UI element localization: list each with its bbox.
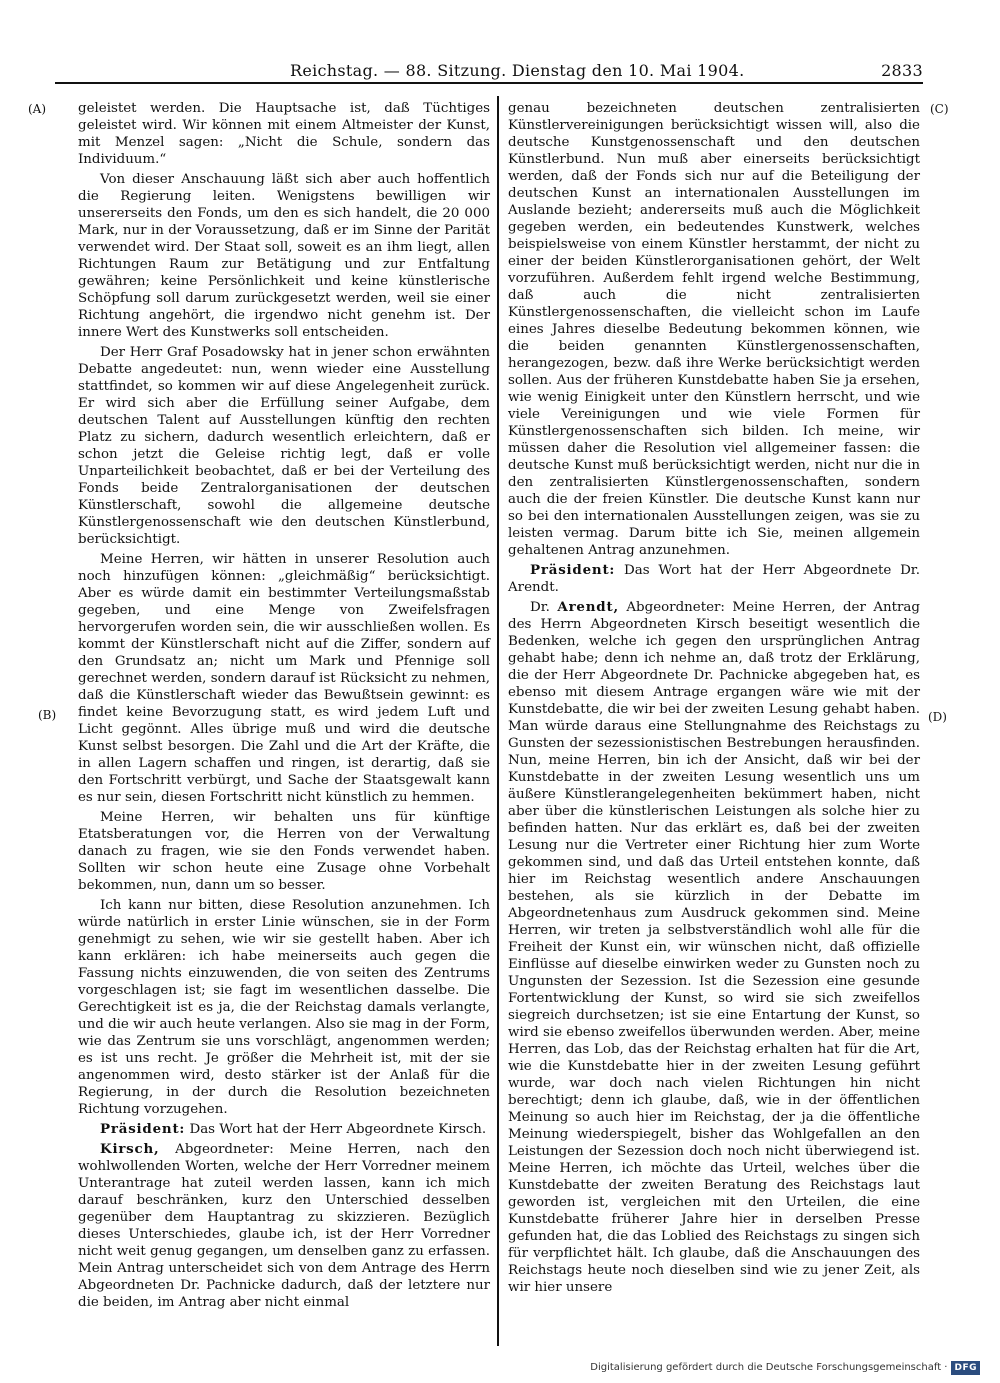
left-column: [78, 100, 490, 1314]
speaker-paragraph: [508, 599, 920, 1296]
margin-marker-c: (C): [930, 102, 949, 116]
paragraph: genau bezeichneten deutschen zentralisierten Künstlervereinigungen berücksichtigt wissen will, also die deutsche Kunstgenossenschaft und den deutschen Künstlerbund. Nun muß aber einerseits berücksichtigt werden, daß der Fonds sich nur auf die Beteiligung der deutschen Kunst an internationalen Ausstellungen im Auslande bezieht; andererseits muß auch die Möglichkeit gegeben werden, ein bedeutendes Kunstwerk, welches beispielsweise von einem Künstler herstammt, der nicht zu einer der beiden Künstlerorganisationen gehört, der Welt vorzuführen. Außerdem fehlt irgend welche Bestimmung, daß auch die nicht zentralisierten Künstlergenossenschaften, die vielleicht schon im Laufe eines Jahres dieselbe Bedeutung bekommen können, wie die beiden genannten Künstlergenossenschaften, herangezogen, bezw. daß ihre Werke berücksichtigt werden sollen. Aus der früheren Kunstdebatte haben Sie ja ersehen, wie wenig Einigkeit unter den Künstlern herrscht, und wie viele Vereinigungen und wie viele Formen für Künstlergenossenschaften sich bilden. Ich meine, wir müssen daher die Resolution viel allgemeiner fassen: die deutsche Kunst muß berücksichtigt werden, nicht nur die in den zentralisierten Künstlergenossenschaften, sondern auch die der freien Künstler. Die deutsche Kunst kann nur so bei den internationalen Ausstellungen zeigen, was sie zu leisten vermag. Darum bitte ich Sie, meinen allgemein gehaltenen Antrag anzunehmen.: [508, 101, 920, 558]
funding-note: Digitalisierung gefördert durch die Deutsche Forschungsgemeinschaft ·: [590, 1362, 948, 1373]
speaker-paragraph: [508, 562, 920, 596]
speaker-name: Präsident:: [530, 562, 616, 578]
page-header: [55, 60, 923, 82]
speech-text: Abgeordneter: Meine Herren, nach den wohlwollenden Worten, welche der Herr Vorredner meinem Unterantrage hat zuteil werden lassen, kann ich mich darauf beschränken, kurz den Unterschied desselben gegenüber dem Hauptantrag zu skizzieren. Bezüglich dieses Unterschiedes, glaube ich, ist der Herr Vorredner nicht weit genug gegangen, um denselben ganz zu erfassen. Mein Antrag unterscheidet sich von dem Antrage des Herrn Abgeordneten Dr. Pachnicke dadurch, daß der letztere nur die beiden, im Antrag aber nicht einmal: [78, 1142, 490, 1310]
speaker-paragraph: [78, 1121, 490, 1138]
speech-text: Das Wort hat der Herr Abgeordnete Kirsch.: [189, 1122, 487, 1137]
margin-marker-d: (D): [928, 710, 947, 724]
paragraph: geleistet werden. Die Hauptsache ist, daß Tüchtiges geleistet wird. Wir können mit einem Altmeister der Kunst, mit Menzel sagen: „Nicht die Schule, sondern das Individuum.“: [78, 101, 490, 167]
speaker-paragraph: [78, 1141, 490, 1311]
page-number: 2833: [881, 61, 923, 80]
speaker-name: Präsident:: [100, 1121, 186, 1137]
running-title: Reichstag. — 88. Sitzung. Dienstag den 10. Mai 1904.: [290, 61, 745, 80]
speech-text: Abgeordneter: Meine Herren, der Antrag des Herrn Abgeordneten Kirsch beseitigt wesentlich die Bedenken, welche ich gegen den ursprünglichen Antrag gehabt habe; denn ich nehme an, daß trotz der Erklärung, die der Herr Abgeordnete Dr. Pachnicke abgegeben hat, es ebenso mit diesem Antrage ergangen wäre wie mit der Kunstdebatte, die wir bei der zweiten Lesung gehabt haben. Man würde daraus eine Stellungnahme des Reichstags zu Gunsten der sezessionistischen Bestrebungen herausfinden. Nun, meine Herren, bin ich der Ansicht, daß wir bei der Kunstdebatte in der zweiten Lesung wesentlich uns um äußere Künstlerangelegenheiten bekümmert haben, nicht aber über die künstlerischen Leistungen als solche hier zu befinden hatten. Nur das erklärt es, daß bei der zweiten Lesung nur die Vertreter einer Richtung hier zum Worte gekommen sind, und daß das Urteil entstehen konnte, daß hier im Reichstag wesentlich andere Anschauungen bestehen, als sie kürzlich in der Debatte im Abgeordnetenhaus zum Ausdruck gekommen sind. Meine Herren, wir treten ja selbstverständlich wohl alle für die Freiheit der Kunst ein, wir wünschen nicht, daß offizielle Einflüsse auf dieselbe einwirken weder zu Gunsten noch zu Ungunsten der Sezession. Ist die Sezession eine gesunde Fortentwicklung der Kunst, so wird sie sich zweifellos siegreich durchsetzen; ist sie eine Entartung der Kunst, so wird sie ebenso zweifellos überwunden werden. Aber, meine Herren, das Lob, das der Reichstag erhalten hat für die Art, wie die Kunstdebatte hier in der zweiten Lesung geführt wurde, war doch nach vielen Richtungen hin nicht berechtigt; denn ich glaube, daß, wie in der öffentlichen Meinung so auch hier im Reichstag, der ja die öffentliche Meinung wiederspiegelt, bisher das Wohlgefallen an den Leistungen der Sezession doch noch nicht überwiegend ist. Meine Herren, ich möchte das Urteil, welches über die Kunstdebatte der zweiten Beratung des Reichstags laut geworden ist, vergleichen mit den Urteilen, die eine Kunstdebatte früherer Jahre hier in derselben Presse gefunden hat, die das Loblied des Reichstags zu singen sich für verpflichtet hält. Ich glaube, daß die Anschauungen des Reichstags heute noch dieselben sind wie zu jener Zeit, als wir hier unsere: [508, 600, 920, 1295]
paragraph: Der Herr Graf Posadowsky hat in jener schon erwähnten Debatte angedeutet: nun, wenn wieder eine Ausstellung stattfindet, so kommen wir auf diese Angelegenheit zurück. Er wird sich aber die Erfüllung seiner Aufgabe, dem deutschen Talent auf Ausstellungen künftig den rechten Platz zu sichern, dadurch wesentlich erleichtern, daß er schon jetzt die Geleise richtig legt, daß er volle Unparteilichkeit beobachtet, daß er bei der Verteilung des Fonds beide Zentralorganisationen der deutschen Künstlerschaft, sowohl die allgemeine deutsche Künstlergenossenschaft wie den deutschen Künstlerbund, berücksichtigt.: [78, 345, 490, 547]
margin-marker-a: (A): [28, 102, 47, 116]
right-column: [508, 100, 920, 1299]
speaker-name: Arendt,: [557, 599, 619, 615]
speaker-name: Kirsch,: [100, 1141, 160, 1157]
dfg-logo: DFG: [951, 1361, 980, 1375]
paragraph: Von dieser Anschauung läßt sich aber auch hoffentlich die Regierung leiten. Wenigstens bewilligen wir unsererseits den Fonds, um den es sich handelt, die 20 000 Mark, nur in der Voraussetzung, daß er im Sinne der Parität verwendet wird. Der Staat soll, soweit es an ihm liegt, allen Richtungen Raum zur Betätigung und zur Entfaltung gewähren; keine Persönlichkeit und keine künstlerische Schöpfung soll darum zurückgesetzt werden, weil sie einer Richtung angehört, die irgendwo nicht genehm ist. Der innere Wert des Kunstwerks soll entscheiden.: [78, 172, 490, 340]
speaker-title: Dr.: [530, 600, 550, 615]
funding-footer: [590, 1360, 980, 1376]
column-divider: [497, 96, 499, 1346]
paragraph: Meine Herren, wir hätten in unserer Resolution auch noch hinzufügen können: „gleichmäßig“ berücksichtigt. Aber es würde damit ein bestimmter Verteilungsmaßstab gegeben, und eine Menge von Zweifelsfragen hervorgerufen worden sein, die wir ausschließen wollen. Es kommt der Künstlerschaft nicht auf die Ziffer, sondern auf den Grundsatz an; nicht um Mark und Pfennige soll gerechnet werden, sondern darauf ist Rücksicht zu nehmen, daß die Künstlerschaft wieder das Bewußtsein gewinnt: es findet keine Bevorzugung statt, es wird jedem Luft und Licht gegönnt. Alles übrige muß und wird die deutsche Kunst selbst besorgen. Die Zahl und die Art der Kräfte, die in allen Lagern schaffen und ringen, ist derartig, daß sie den Fortschritt verbürgt, und Sache der Staatsgewalt kann es nur sein, diesen Fortschritt nicht künstlich zu hemmen.: [78, 552, 490, 805]
paragraph: Ich kann nur bitten, diese Resolution anzunehmen. Ich würde natürlich in erster Linie wünschen, sie in der Form genehmigt zu sehen, wie wir sie gestellt haben. Aber ich kann erklären: ich habe meinerseits auch gegen die Fassung nichts einzuwenden, die von seiten des Zentrums vorgeschlagen ist; sie fagt im wesentlichen dasselbe. Die Gerechtigkeit ist es ja, die der Reichstag damals verlangte, und die wir auch heute verlangen. Also sie mag in der Form, wie das Zentrum sie uns vorschlägt, angenommen werden; es ist uns recht. Je größer die Mehrheit ist, mit der sie angenommen wird, desto stärker ist der Anlaß für die Regierung, in der durch die Resolution bezeichneten Richtung vorzugehen.: [78, 898, 490, 1117]
speech-text: Das Wort hat der Herr Abgeordnete Dr. Arendt.: [508, 563, 920, 595]
paragraph: Meine Herren, wir behalten uns für künftige Etatsberatungen vor, die Herren von der Verwaltung danach zu fragen, wie sie den Fonds verwendet haben. Sollten wir schon heute eine Zusage ohne Vorbehalt bekommen, nun, dann um so besser.: [78, 810, 490, 893]
header-rule: [55, 82, 923, 84]
margin-marker-b: (B): [38, 708, 57, 722]
